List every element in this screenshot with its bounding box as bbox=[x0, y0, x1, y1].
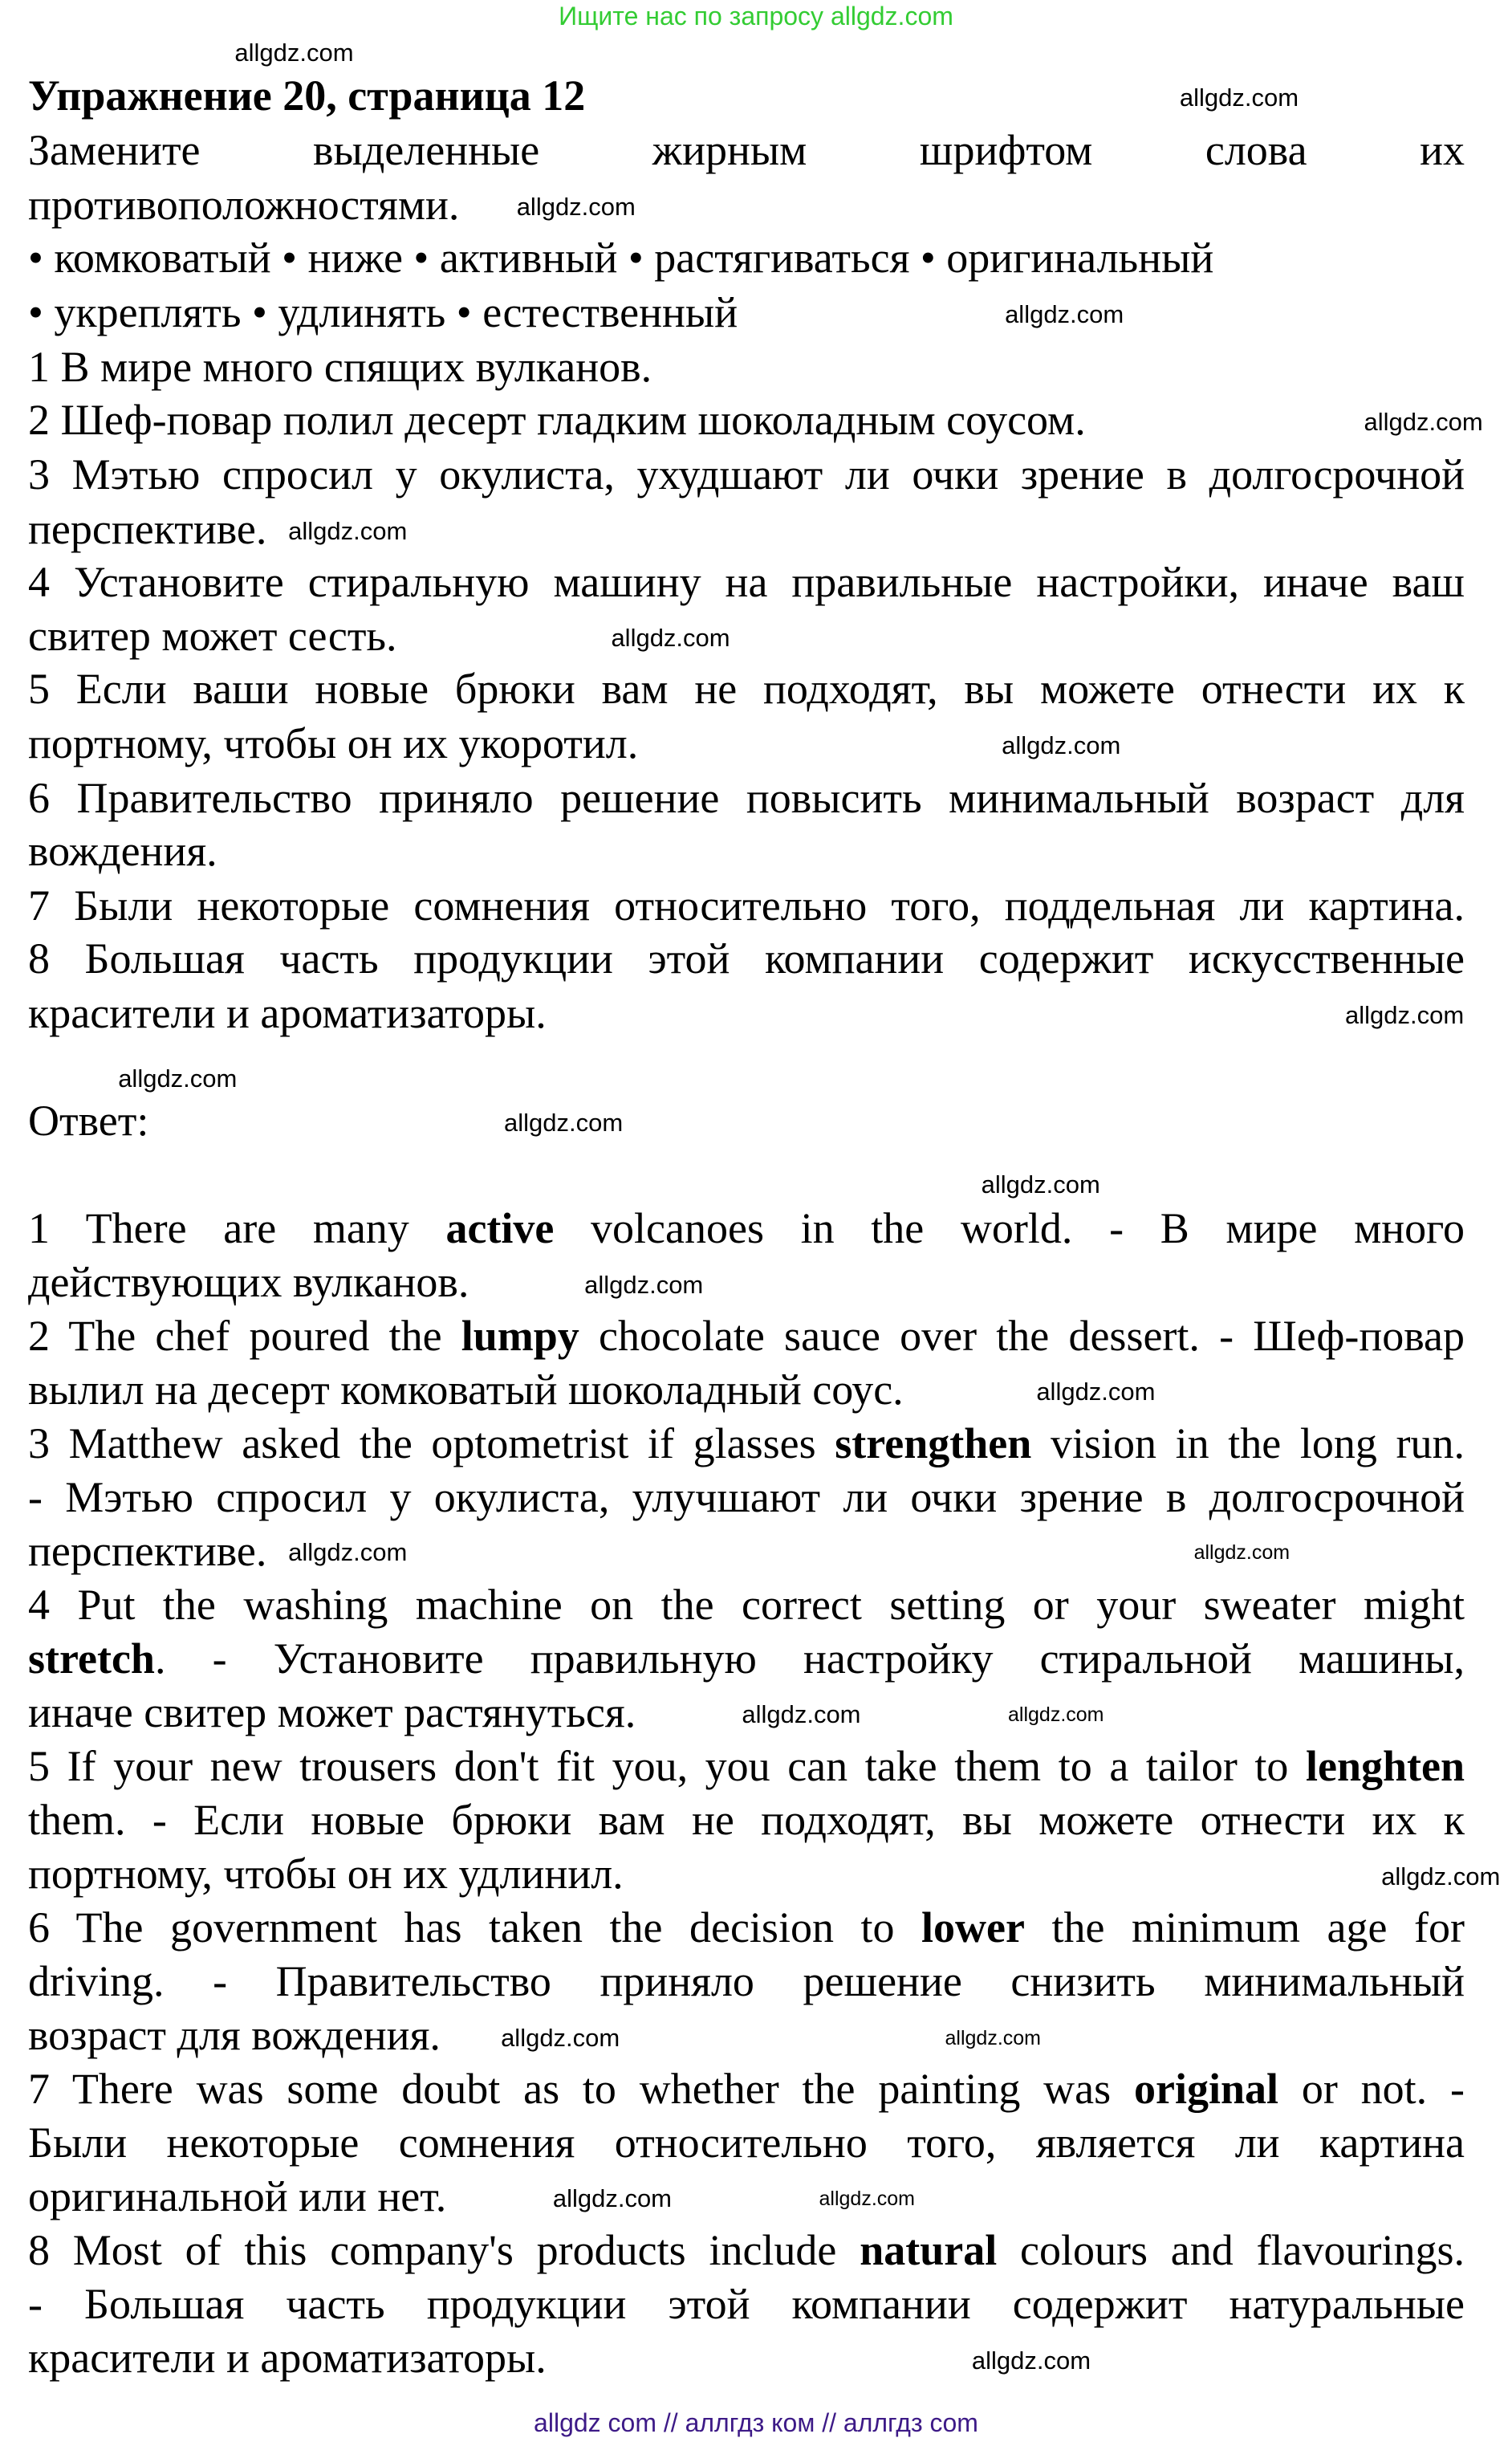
text-segment: volcanoes in the world. - В мире много bbox=[554, 1203, 1465, 1252]
text-line bbox=[28, 2171, 446, 2226]
text-segment: chocolate sauce over the dessert. - Шеф-повар bbox=[579, 1311, 1465, 1360]
text-segment: 7 Были некоторые сомнения относительно того, поддельная ли картина. bbox=[28, 881, 1465, 930]
text-line bbox=[28, 611, 397, 665]
text-segment: свитер может сесть. bbox=[28, 612, 397, 661]
text-segment: портному, чтобы он их удлинил. bbox=[28, 1849, 624, 1898]
text-line bbox=[28, 2118, 1465, 2172]
text-segment: вождения. bbox=[28, 827, 217, 876]
page-title bbox=[28, 71, 585, 125]
text-segment: driving. - Правительство приняло решение снизить минимальный bbox=[28, 1956, 1465, 2005]
text-line bbox=[28, 1311, 1465, 1365]
text-line bbox=[28, 1418, 1465, 1473]
text-segment: - Большая часть продукции этой компании содержит натуральные bbox=[28, 2280, 1465, 2329]
text-line bbox=[28, 2333, 547, 2387]
text-segment: красители и ароматизаторы. bbox=[28, 988, 547, 1037]
watermark: allgdz.com bbox=[1036, 1378, 1156, 1406]
text-line bbox=[28, 1741, 1465, 1796]
text-line bbox=[28, 826, 217, 881]
text-line bbox=[28, 1580, 1465, 1634]
bold-word: strengthen bbox=[835, 1418, 1032, 1467]
text-segment: красители и ароматизаторы. bbox=[28, 2334, 547, 2383]
watermark: allgdz.com bbox=[504, 1108, 624, 1137]
bold-word: active bbox=[445, 1203, 555, 1252]
watermark: allgdz.com bbox=[288, 1538, 408, 1567]
watermark: allgdz.com bbox=[1193, 1541, 1290, 1565]
text-line bbox=[28, 1795, 1465, 1850]
watermark: allgdz.com bbox=[1005, 299, 1124, 328]
text-segment: 3 Matthew asked the optometrist if glasses bbox=[28, 1418, 835, 1467]
watermark: allgdz.com bbox=[981, 1170, 1100, 1199]
watermark: allgdz.com bbox=[742, 1699, 861, 1728]
text-segment: Ответ: bbox=[28, 1096, 149, 1145]
watermark: allgdz.com bbox=[945, 2027, 1041, 2050]
text-segment: 6 Правительство приняло решение повысить минимальный возраст для bbox=[28, 774, 1465, 823]
text-line bbox=[28, 1472, 1465, 1527]
watermark: allgdz.com bbox=[971, 2346, 1091, 2375]
text-segment: перспективе. bbox=[28, 1526, 267, 1575]
text-line bbox=[28, 1956, 1465, 2011]
text-segment: портному, чтобы он их укоротил. bbox=[28, 719, 639, 768]
text-segment: Были некоторые сомнения относительно того, является ли картина bbox=[28, 2118, 1465, 2167]
watermark: allgdz.com bbox=[819, 2188, 915, 2211]
text-segment: оригинальной или нет. bbox=[28, 2172, 447, 2221]
text-line bbox=[28, 233, 1213, 287]
text-line bbox=[28, 1634, 1465, 1688]
text-segment: - Мэтью спросил у окулиста, улучшают ли очки зрение в долгосрочной bbox=[28, 1472, 1465, 1521]
text-line bbox=[28, 934, 1465, 988]
text-line bbox=[28, 1203, 1465, 1258]
bold-word: original bbox=[1133, 2065, 1278, 2114]
text-line bbox=[28, 1849, 624, 1903]
watermark: allgdz.com bbox=[584, 1270, 704, 1299]
watermark: allgdz.com bbox=[552, 2184, 673, 2213]
bold-word: natural bbox=[860, 2226, 998, 2275]
watermark: allgdz.com bbox=[1008, 1703, 1104, 1726]
text-segment: Замените выделенные жирным шрифтом слова их bbox=[28, 126, 1465, 175]
text-segment: противоположностями. bbox=[28, 181, 460, 230]
text-line bbox=[28, 1365, 904, 1419]
text-line bbox=[28, 2010, 441, 2065]
text-segment: 7 There was some doubt as to whether the painting was bbox=[28, 2065, 1134, 2114]
text-segment: 8 Most of this company's products include bbox=[28, 2226, 860, 2275]
text-line bbox=[28, 2225, 1465, 2280]
watermark: allgdz.com bbox=[288, 516, 408, 545]
bold-word: lenghten bbox=[1305, 1741, 1465, 1790]
text-segment: 8 Большая часть продукции этой компании содержит искусственные bbox=[28, 934, 1465, 983]
watermark: allgdz.com bbox=[611, 624, 730, 653]
text-segment: 4 Установите стиральную машину на правильные настройки, иначе ваш bbox=[28, 557, 1465, 606]
text-segment: • комковатый • ниже • активный • растягиваться • оригинальный bbox=[28, 233, 1214, 282]
text-line bbox=[28, 342, 652, 397]
text-line bbox=[28, 1526, 266, 1581]
text-line bbox=[28, 287, 738, 342]
watermark: allgdz.com bbox=[1364, 407, 1483, 436]
text-line bbox=[28, 450, 1465, 504]
text-line bbox=[28, 988, 547, 1043]
footer-banner: allgdz com // аллгдз ком // аллгдз com bbox=[534, 2408, 978, 2437]
bold-word: Упражнение 20, страница 12 bbox=[28, 71, 586, 120]
text-segment: 5 Если ваши новые брюки вам не подходят, вы можете отнести их к bbox=[28, 665, 1465, 714]
watermark: allgdz.com bbox=[1344, 1000, 1465, 1029]
text-segment: the minimum age for bbox=[1024, 1903, 1465, 1952]
watermark: allgdz.com bbox=[234, 39, 354, 67]
text-segment: 4 Put the washing machine on the correct setting or your sweater might bbox=[28, 1580, 1465, 1629]
text-segment: or not. - bbox=[1278, 2065, 1465, 2114]
text-line bbox=[28, 504, 266, 559]
text-segment: 2 The chef poured the bbox=[28, 1311, 461, 1360]
text-segment: 1 There are many bbox=[28, 1203, 446, 1252]
text-segment: иначе свитер может растянуться. bbox=[28, 1687, 636, 1736]
text-segment: • укреплять • удлинять • естественный bbox=[28, 287, 738, 336]
text-line bbox=[28, 125, 1465, 180]
watermark: allgdz.com bbox=[516, 193, 636, 222]
text-segment: . - Установите правильную настройку стиральной машины, bbox=[154, 1634, 1465, 1683]
bold-word: lumpy bbox=[461, 1311, 579, 1360]
text-line bbox=[28, 1257, 469, 1312]
text-segment: colours and flavourings. bbox=[997, 2226, 1465, 2275]
text-segment: вылил на десерт комковатый шоколадный соус. bbox=[28, 1365, 904, 1414]
text-line bbox=[28, 1687, 636, 1742]
bold-word: lower bbox=[921, 1903, 1025, 1952]
text-segment: them. - Если новые брюки вам не подходят, вы можете отнести их к bbox=[28, 1795, 1465, 1844]
text-segment: 2 Шеф-повар полил десерт гладким шоколадным соусом. bbox=[28, 395, 1086, 444]
text-segment: возраст для вождения. bbox=[28, 2011, 441, 2059]
text-line bbox=[28, 773, 1465, 828]
text-line bbox=[28, 881, 1465, 935]
text-line bbox=[28, 2064, 1465, 2118]
text-segment: действующих вулканов. bbox=[28, 1257, 469, 1306]
text-line bbox=[28, 718, 638, 773]
text-line bbox=[28, 557, 1465, 612]
text-segment: 3 Мэтью спросил у окулиста, ухудшают ли очки зрение в долгосрочной bbox=[28, 450, 1465, 499]
text-line bbox=[28, 395, 1086, 450]
text-line bbox=[28, 180, 459, 234]
answer-heading bbox=[28, 1096, 148, 1150]
bold-word: stretch bbox=[28, 1634, 155, 1683]
text-segment: vision in the long run. bbox=[1031, 1418, 1465, 1467]
text-segment: перспективе. bbox=[28, 504, 267, 553]
text-segment: 5 If your new trousers don't fit you, you can take them to a tailor to bbox=[28, 1741, 1306, 1790]
text-line bbox=[28, 2279, 1465, 2334]
text-segment: 1 В мире много спящих вулканов. bbox=[28, 342, 652, 391]
watermark: allgdz.com bbox=[501, 2024, 620, 2053]
watermark: allgdz.com bbox=[1179, 83, 1299, 112]
watermark: allgdz.com bbox=[118, 1064, 238, 1093]
watermark: allgdz.com bbox=[1002, 731, 1121, 760]
text-line bbox=[28, 664, 1465, 718]
search-banner: Ищите нас по запросу allgdz.com bbox=[559, 2, 953, 31]
watermark: allgdz.com bbox=[1381, 1862, 1501, 1891]
text-line bbox=[28, 1903, 1465, 1957]
text-segment: 6 The government has taken the decision to bbox=[28, 1903, 922, 1952]
